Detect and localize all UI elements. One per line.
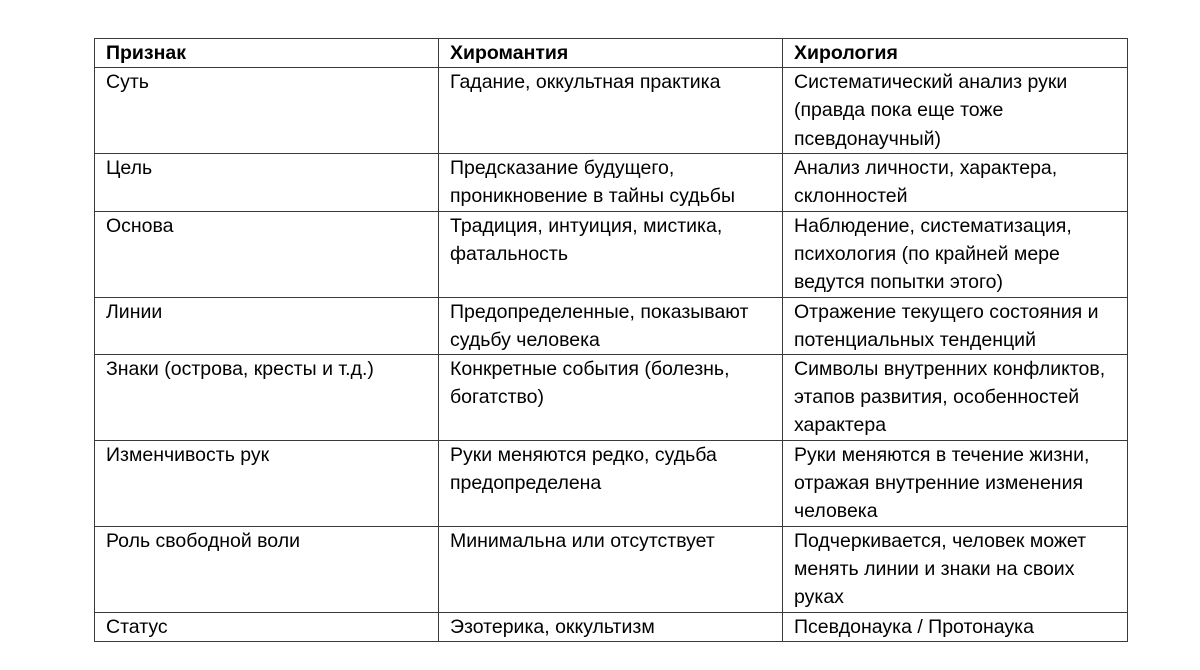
header-row <box>95 39 1128 68</box>
cell-chirology: Руки меняются в течение жизни, отражая внутренние изменения человека <box>783 441 1128 527</box>
cell-palmistry: Гадание, оккультная практика <box>439 68 783 154</box>
cell-palmistry: Предсказание будущего, проникновение в тайны судьбы <box>439 154 783 211</box>
cell-feature: Основа <box>95 211 439 297</box>
cell-feature: Роль свободной воли <box>95 527 439 613</box>
cell-feature: Статус <box>95 613 439 642</box>
cell-chirology: Анализ личности, характера, склонностей <box>783 154 1128 211</box>
table-row <box>95 613 1128 642</box>
cell-feature: Цель <box>95 154 439 211</box>
cell-feature: Знаки (острова, кресты и т.д.) <box>95 355 439 441</box>
cell-chirology: Отражение текущего состояния и потенциальных тенденций <box>783 297 1128 354</box>
comparison-table <box>94 38 1128 642</box>
cell-palmistry: Предопределенные, показывают судьбу человека <box>439 297 783 354</box>
table-row <box>95 68 1128 154</box>
table-row <box>95 527 1128 613</box>
table-row <box>95 441 1128 527</box>
cell-palmistry: Традиция, интуиция, мистика, фатальность <box>439 211 783 297</box>
cell-chirology: Псевдонаука / Протонаука <box>783 613 1128 642</box>
table-row <box>95 154 1128 211</box>
cell-chirology: Систематический анализ руки (правда пока еще тоже псевдонаучный) <box>783 68 1128 154</box>
header-palmistry: Хиромантия <box>439 39 783 68</box>
header-chirology: Хирология <box>783 39 1128 68</box>
cell-palmistry: Минимальна или отсутствует <box>439 527 783 613</box>
table-row <box>95 297 1128 354</box>
cell-palmistry: Конкретные события (болезнь, богатство) <box>439 355 783 441</box>
cell-feature: Суть <box>95 68 439 154</box>
cell-palmistry: Руки меняются редко, судьба предопределена <box>439 441 783 527</box>
cell-chirology: Наблюдение, систематизация, психология (по крайней мере ведутся попытки этого) <box>783 211 1128 297</box>
cell-feature: Линии <box>95 297 439 354</box>
header-feature: Признак <box>95 39 439 68</box>
cell-chirology: Подчеркивается, человек может менять линии и знаки на своих руках <box>783 527 1128 613</box>
cell-chirology: Символы внутренних конфликтов, этапов развития, особенностей характера <box>783 355 1128 441</box>
table-row <box>95 211 1128 297</box>
table-row <box>95 355 1128 441</box>
cell-feature: Изменчивость рук <box>95 441 439 527</box>
cell-palmistry: Эзотерика, оккультизм <box>439 613 783 642</box>
